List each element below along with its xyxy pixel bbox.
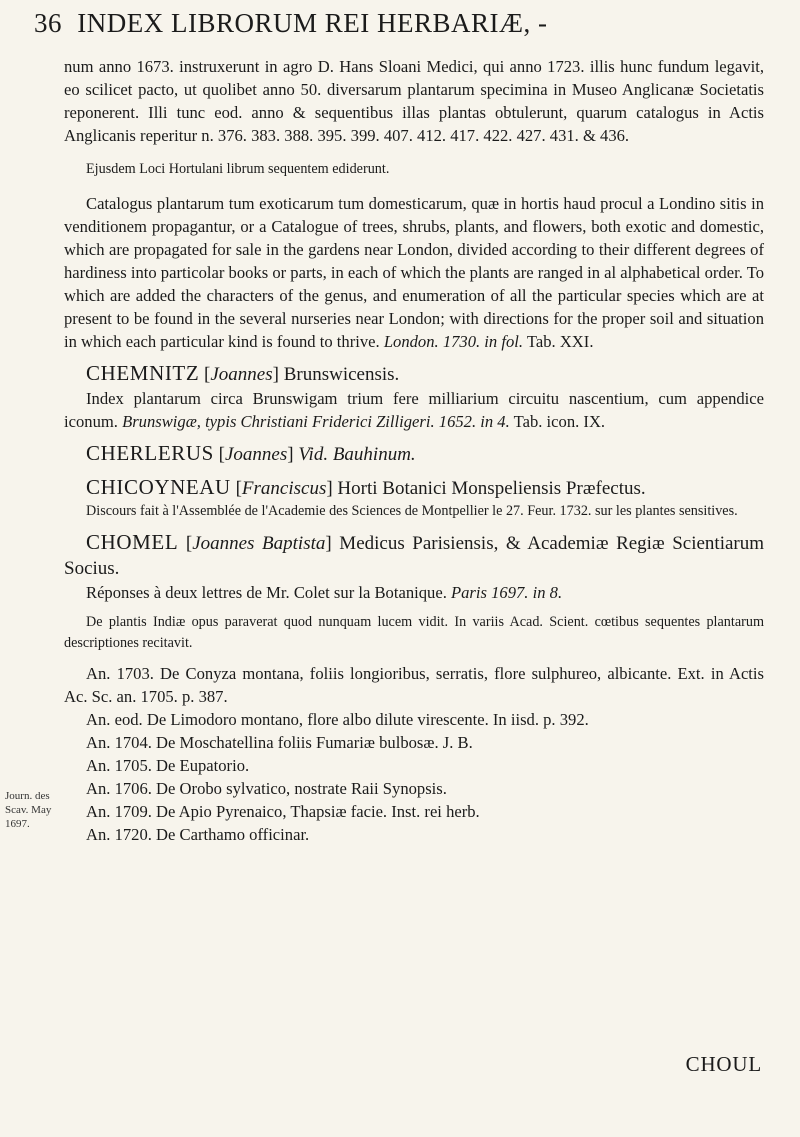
chomel-item: An. 1706. De Orobo sylvatico, nostrate Raii Synopsis. bbox=[86, 779, 447, 798]
author-description: Brunswicensis. bbox=[283, 364, 400, 385]
header-dash: - bbox=[538, 8, 548, 38]
margin-note bbox=[5, 789, 53, 831]
author-name: CHEMNITZ bbox=[86, 361, 200, 385]
chomel-item: An. 1709. De Apio Pyrenaico, Thapsiæ facie. Inst. rei herb. bbox=[86, 802, 480, 821]
work-title: Index plantarum circa Brunswigam trium fere milliarium circuitu nascentium, cum appendice iconum. bbox=[64, 389, 764, 431]
author-given-name: Franciscus bbox=[241, 478, 327, 499]
catalogus-text: Catalogus plantarum tum exoticarum tum domesticarum, quæ in hortis haud procul a Londino sitis in venditionem propagantur, or a Catalogue of trees, shrubs, plants, and flowers, both exotic and domestic, which are propagated for sale in the gardens near London, divided according to their different degrees of hardiness into particolar books or parts, in each of which the plants are ranged in al alphabetical order. To which are added the characters of the genus, and enumeration of all the particular species which are at present to be found in the several nurseries near London; with directions for the proper soil and situation in which each particular kind is found to thrive. bbox=[64, 194, 764, 351]
work-title: Réponses à deux lettres de Mr. Colet sur la Botanique. bbox=[86, 583, 447, 602]
page-body bbox=[64, 55, 764, 846]
paragraph-catalogus bbox=[64, 192, 764, 353]
author-name: CHERLERUS bbox=[86, 441, 214, 465]
author-name: CHOMEL bbox=[86, 530, 179, 554]
chomel-item: An. 1720. De Carthamo officinar. bbox=[86, 825, 310, 844]
chicoyneau-work: Discours fait à l'Assemblée de l'Academie des Sciences de Montpellier le 27. Feur. 1732. sur les plantes sensitives. bbox=[86, 503, 738, 519]
author-description: Medicus Parisiensis, & Academiæ Regiæ Scientiarum Socius. bbox=[64, 533, 765, 579]
chomel-work bbox=[64, 581, 764, 604]
author-name: CHICOYNEAU bbox=[86, 475, 231, 499]
author-given-name: Joannes bbox=[210, 364, 273, 385]
catchword: CHOUL bbox=[685, 1052, 762, 1076]
author-description: Horti Botanici Monspeliensis Præfectus. bbox=[337, 478, 646, 499]
work-imprint: Brunswigæ, typis Christiani Friderici Zilligeri. 1652. in 4. bbox=[122, 412, 510, 431]
entry-cherlerus: CHERLERUS [Joannes] Vid. Bauhinum. bbox=[86, 441, 416, 465]
chomel-item: An. 1705. De Eupatorio. bbox=[86, 756, 250, 775]
page-number: 36 bbox=[34, 8, 62, 38]
paragraph-hortulani: Ejusdem Loci Hortulani librum sequentem ediderunt. bbox=[86, 161, 390, 177]
catalogus-tab: Tab. XXI. bbox=[526, 332, 594, 351]
chemnitz-work bbox=[64, 387, 764, 433]
margin-note-line: Journ. des bbox=[5, 790, 50, 802]
catalogus-imprint: London. 1730. in fol. bbox=[383, 332, 524, 351]
paragraph-sloane: num anno 1673. instruxerunt in agro D. Hans Sloani Medici, qui anno 1723. illis hunc fundum legavit, eo scilicet pacto, ut quolibet anno 50. diversarum plantarum specimina in Museo Anglicanæ Societatis reponerent. Illi tunc eod. anno & sequentibus illas plantas obtulerunt, quarum catalogus in Actis Anglicanis reperitur n. 376. 383. 388. 395. 399. 407. 412. 417. 422. 427. 431. & 436. bbox=[64, 57, 764, 145]
cross-reference: Vid. Bauhinum. bbox=[298, 444, 416, 465]
author-given-name: Joannes bbox=[225, 444, 288, 465]
chomel-item: An. 1704. De Moschatellina foliis Fumariæ bulbosæ. J. B. bbox=[86, 733, 473, 752]
margin-note-line: Scav. May bbox=[5, 804, 52, 816]
entry-chomel: CHOMEL [Joannes Baptista] Medicus Parisiensis, & Academiæ Regiæ Scientiarum Socius. bbox=[64, 530, 765, 579]
page-title: INDEX LIBRORUM REI HERBARIÆ, bbox=[77, 8, 531, 38]
running-header bbox=[34, 8, 764, 39]
author-given-name: Joannes Baptista bbox=[192, 533, 326, 554]
chomel-note: De plantis Indiæ opus paraverat quod nunquam lucem vidit. In variis Acad. Scient. cœtibus sequentes plantarum descriptiones recitavit. bbox=[64, 614, 764, 651]
work-tab: Tab. icon. IX. bbox=[513, 412, 606, 431]
work-imprint: Paris 1697. in 8. bbox=[451, 583, 563, 602]
chomel-item: An. eod. De Limodoro montano, flore albo dilute virescente. In iisd. p. 392. bbox=[86, 710, 589, 729]
margin-note-line: 1697. bbox=[5, 818, 30, 830]
entry-chemnitz: CHEMNITZ [Joannes] Brunswicensis. bbox=[86, 361, 400, 385]
chomel-item: An. 1703. De Conyza montana, foliis longioribus, serratis, flore sulphureo, albicante. Ext. in Actis Ac. Sc. an. 1705. p. 387. bbox=[64, 664, 764, 706]
entry-chicoyneau: CHICOYNEAU [Franciscus] Horti Botanici Monspeliensis Præfectus. bbox=[86, 475, 646, 499]
